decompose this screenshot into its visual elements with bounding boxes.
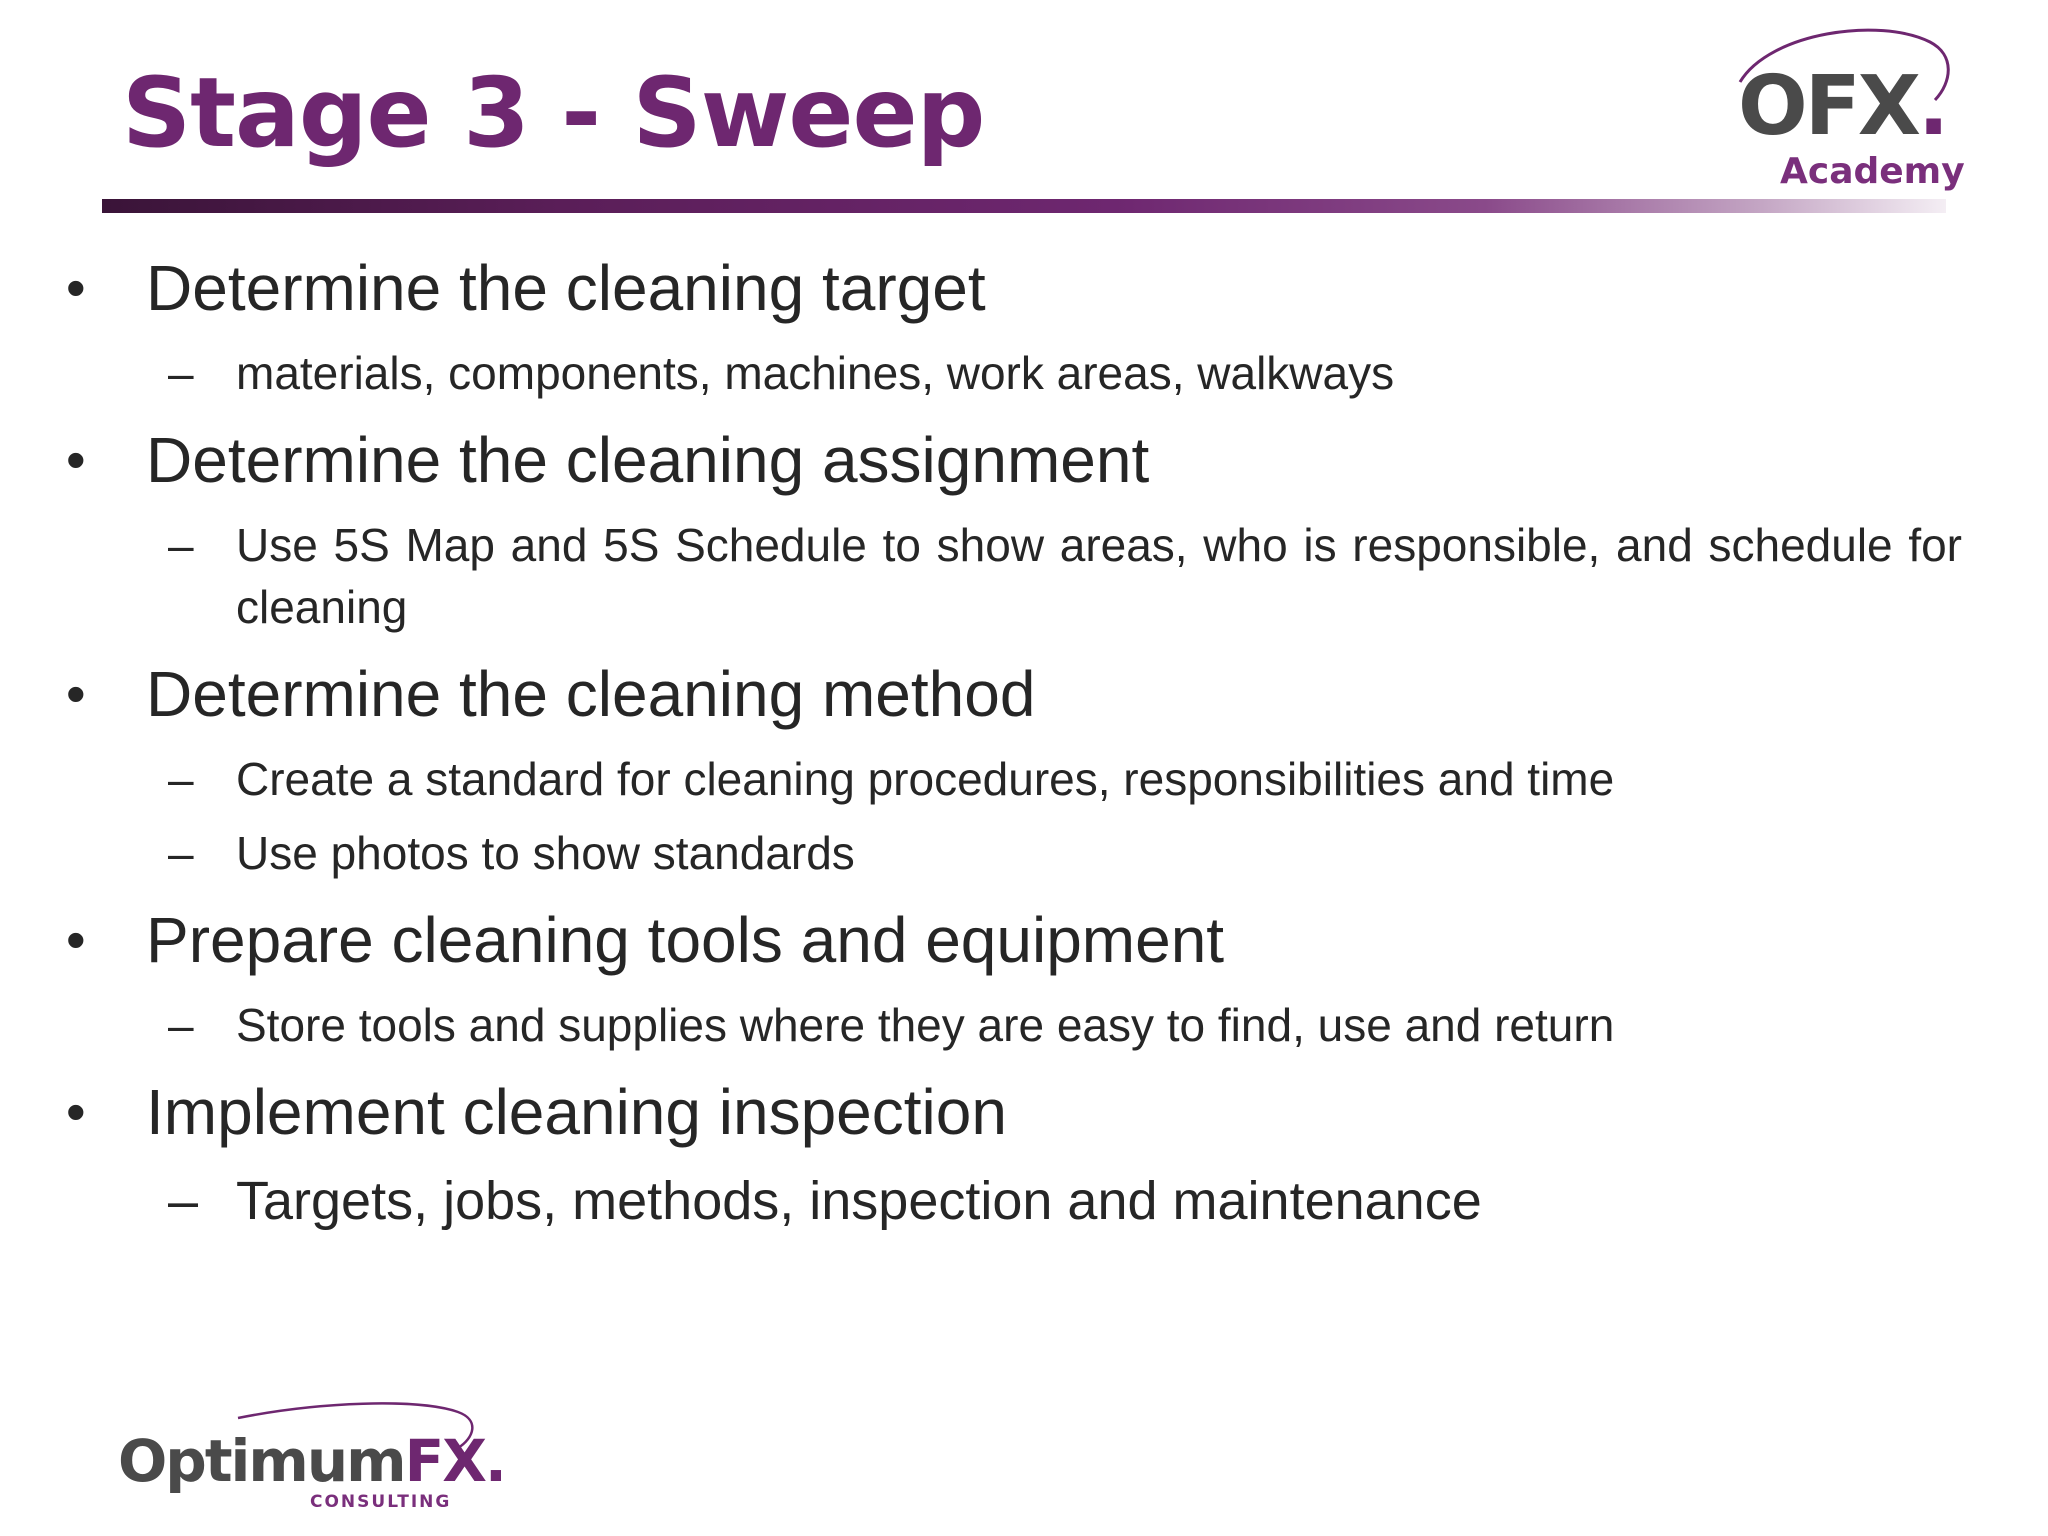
bullet-marker: • [66, 1080, 86, 1143]
bullet-marker: • [66, 428, 86, 491]
slide-title: Stage 3 - Sweep [122, 57, 985, 169]
bullet-text: Prepare cleaning tools and equipment [146, 904, 1225, 976]
academy-wordmark: Academy [1780, 151, 1965, 192]
bullet-text: Determine the cleaning method [146, 658, 1036, 730]
fx-letters: FX. [404, 1427, 505, 1495]
ofx-dot: . [1917, 59, 1947, 154]
title-divider [102, 199, 1946, 213]
sub-bullet-marker: – [168, 519, 194, 571]
sub-bullet-marker: – [168, 753, 194, 805]
bullet-marker: • [66, 662, 86, 725]
sub-bullet-marker: – [168, 999, 194, 1051]
bullet-marker: • [66, 256, 86, 319]
bullet-text: Determine the cleaning assignment [146, 424, 1150, 496]
optimumfx-consulting-logo [118, 1400, 505, 1520]
sub-bullet-marker: – [168, 827, 194, 879]
ofx-letters: OFX [1738, 59, 1918, 154]
sub-bullet-marker: – [168, 347, 194, 399]
optimumfx-wordmark [118, 1428, 505, 1494]
bullet-marker: • [66, 908, 86, 971]
sub-bullet-text: Use 5S Map and 5S Schedule to show areas, who is responsible, and schedule for cleaning [236, 519, 1962, 633]
sub-bullet-text: Create a standard for cleaning procedures, responsibilities and time [236, 753, 1615, 805]
bullet-text: Implement cleaning inspection [146, 1076, 1007, 1148]
bullet-text: Determine the cleaning target [146, 252, 986, 324]
sub-bullet-text: Targets, jobs, methods, inspection and maintenance [236, 1171, 1482, 1231]
sub-bullet-text: materials, components, machines, work areas, walkways [236, 347, 1395, 399]
sub-bullet-marker: – [168, 1171, 199, 1231]
sub-bullet-text: Store tools and supplies where they are easy to find, use and return [236, 999, 1615, 1051]
sub-bullet-text: Use photos to show standards [236, 827, 855, 879]
ofx-wordmark [1738, 59, 1947, 154]
ofx-academy-logo [1730, 22, 1965, 192]
consulting-wordmark: CONSULTING [310, 1492, 452, 1512]
optimum-letters: Optimum [118, 1427, 405, 1495]
